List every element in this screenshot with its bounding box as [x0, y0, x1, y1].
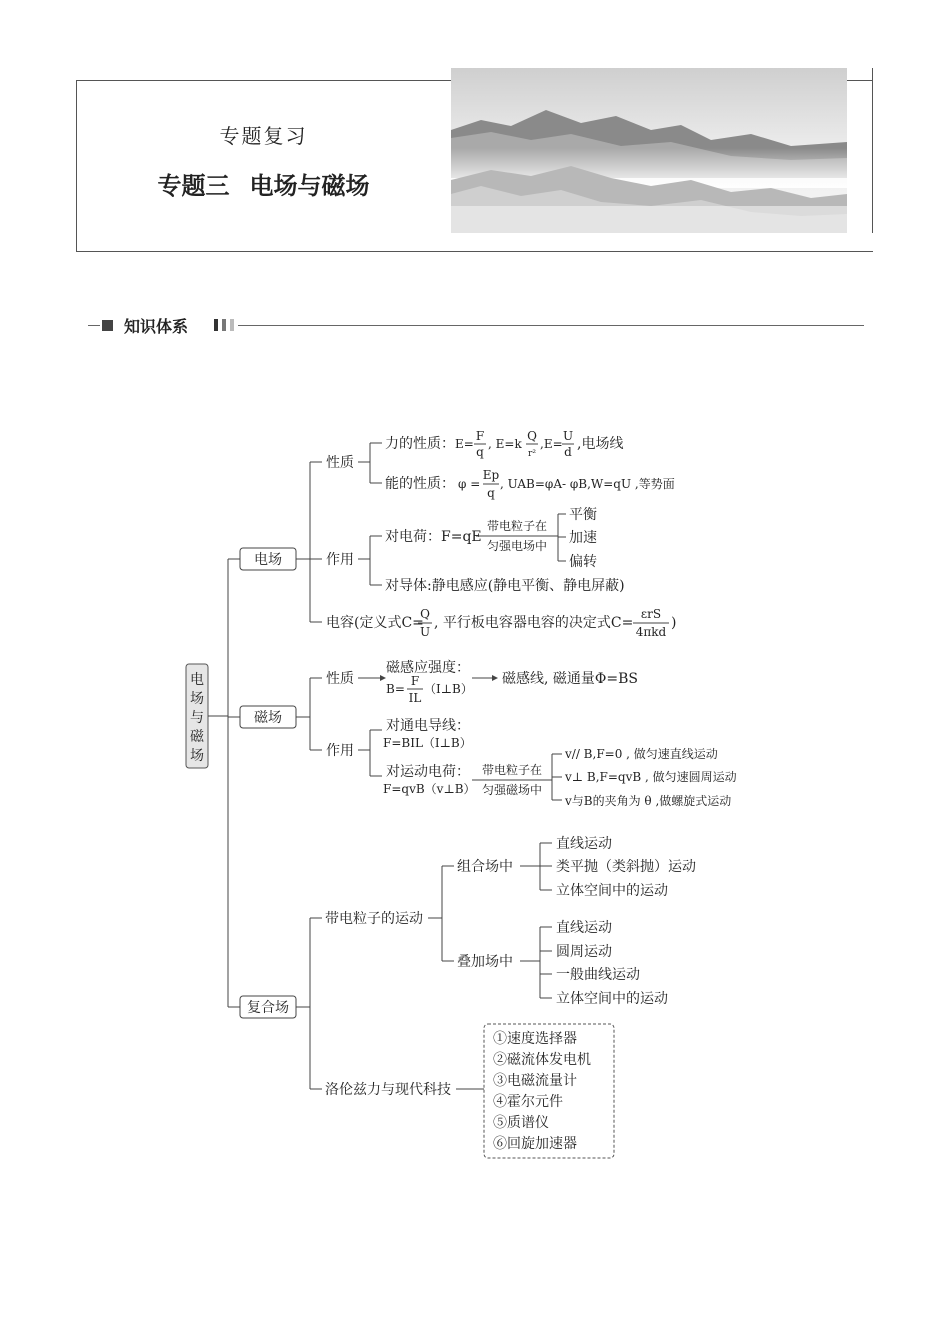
magnetic-condition: （I⊥B） [424, 682, 473, 696]
superposed-item: 圆周运动 [556, 944, 612, 960]
moving-result-item: v// B,F=0 , 做匀速直线运动 [565, 747, 718, 761]
capacitance-denominator: 4πkd [635, 625, 667, 639]
force-eq2: , E=k [488, 437, 522, 451]
magnetic-action: 作用 [326, 743, 354, 759]
magnetic-induction-label: 磁感应强度： [386, 660, 470, 676]
moving-result-item: v与B的夹角为 θ ,做螺旋式运动 [565, 794, 732, 808]
technology-item: ③电磁流量计 [493, 1073, 577, 1089]
combined-item: 立体空间中的运动 [556, 883, 668, 899]
magnetic-property-result: 磁感线, 磁通量Φ=BS [502, 671, 638, 687]
electric-property: 性质 [326, 455, 354, 471]
conductor-action: 对导体:静电感应(静电平衡、静电屏蔽) [385, 578, 625, 594]
energy-Ep: Ep [482, 468, 500, 482]
magnetic-IL: IL [408, 691, 422, 705]
technology-item: ⑤质谱仪 [493, 1115, 549, 1131]
magnetic-B: B= [386, 682, 405, 696]
particle-motion: 带电粒子的运动 [325, 911, 423, 927]
chapter-title-part1: 专题三 [157, 172, 230, 200]
charge-result-item: 偏转 [569, 554, 597, 570]
capacitance-prefix: 电容(定义式C= [326, 615, 424, 631]
capacitance-Q: Q [420, 607, 430, 621]
capacitance-numerator: εrS [640, 607, 662, 621]
force-q: q [476, 445, 484, 459]
moving-result-item: v⊥ B,F=qvB , 做匀速圆周运动 [565, 770, 737, 784]
force-U: U [562, 429, 574, 443]
capacitance-middle: , 平行板电容器电容的决定式C= [434, 615, 634, 631]
technology-item: ⑥回旋加速器 [493, 1136, 577, 1152]
moving-charge-line2: F=qvB（v⊥B） [383, 782, 476, 796]
charge-result-item: 平衡 [569, 507, 597, 523]
energy-property-prefix: 能的性质： [385, 476, 455, 492]
energy-rest: , UAB=φA- φB,W=qU ,等势面 [500, 477, 675, 491]
node-magnetic: 磁场 [254, 710, 282, 726]
charge-action-prefix: 对电荷：F=qE [385, 529, 482, 545]
charge-condition-bottom: 匀强电场中 [486, 539, 548, 553]
node-composite: 复合场 [247, 1000, 289, 1016]
wire-action-line1: 对通电导线： [386, 718, 470, 734]
wire-action-line2: F=BIL（I⊥B） [383, 736, 472, 750]
charge-condition-top: 带电粒子在 [486, 519, 548, 533]
magnetic-F: F [410, 674, 420, 688]
technology-item: ①速度选择器 [493, 1031, 577, 1047]
combined-item: 类平抛（类斜抛）运动 [556, 859, 696, 875]
root-node-label: 电场与磁场 [190, 672, 204, 764]
technology-item: ②磁流体发电机 [493, 1052, 591, 1068]
moving-charge-line1: 对运动电荷： [386, 764, 470, 780]
force-Q: Q [527, 429, 537, 443]
combined-item: 直线运动 [556, 836, 612, 852]
energy-q: q [487, 486, 495, 500]
chapter-title-part2: 电场与磁场 [249, 172, 370, 200]
force-suffix: ,电场线 [577, 436, 624, 452]
technology-item: ④霍尔元件 [493, 1094, 563, 1110]
combined-field: 组合场中 [457, 859, 513, 875]
force-eq3: ,E= [540, 437, 563, 451]
node-electric: 电场 [254, 552, 282, 568]
force-F: F [475, 429, 485, 443]
capacitance-U: U [419, 625, 431, 639]
magnetic-property: 性质 [326, 671, 354, 687]
electric-action: 作用 [326, 552, 354, 568]
superposed-item: 一般曲线运动 [556, 967, 640, 983]
superposed-field: 叠加场中 [457, 954, 513, 970]
section-label: 知识体系 [124, 317, 189, 336]
force-d: d [564, 445, 572, 459]
moving-condition-bottom: 匀强磁场中 [481, 783, 543, 797]
superposed-item: 直线运动 [556, 920, 612, 936]
charge-result-item: 加速 [569, 530, 597, 546]
force-eq1: E= [455, 437, 474, 451]
force-property-prefix: 力的性质： [385, 436, 455, 452]
superposed-item: 立体空间中的运动 [556, 991, 668, 1007]
lorentz-technology: 洛伦兹力与现代科技 [325, 1082, 451, 1098]
energy-phi: φ = [458, 477, 481, 491]
capacitance-suffix: ) [671, 615, 677, 631]
chapter-subtitle: 专题复习 [219, 124, 308, 148]
moving-condition-top: 带电粒子在 [481, 763, 543, 777]
force-r2: r² [528, 449, 536, 459]
